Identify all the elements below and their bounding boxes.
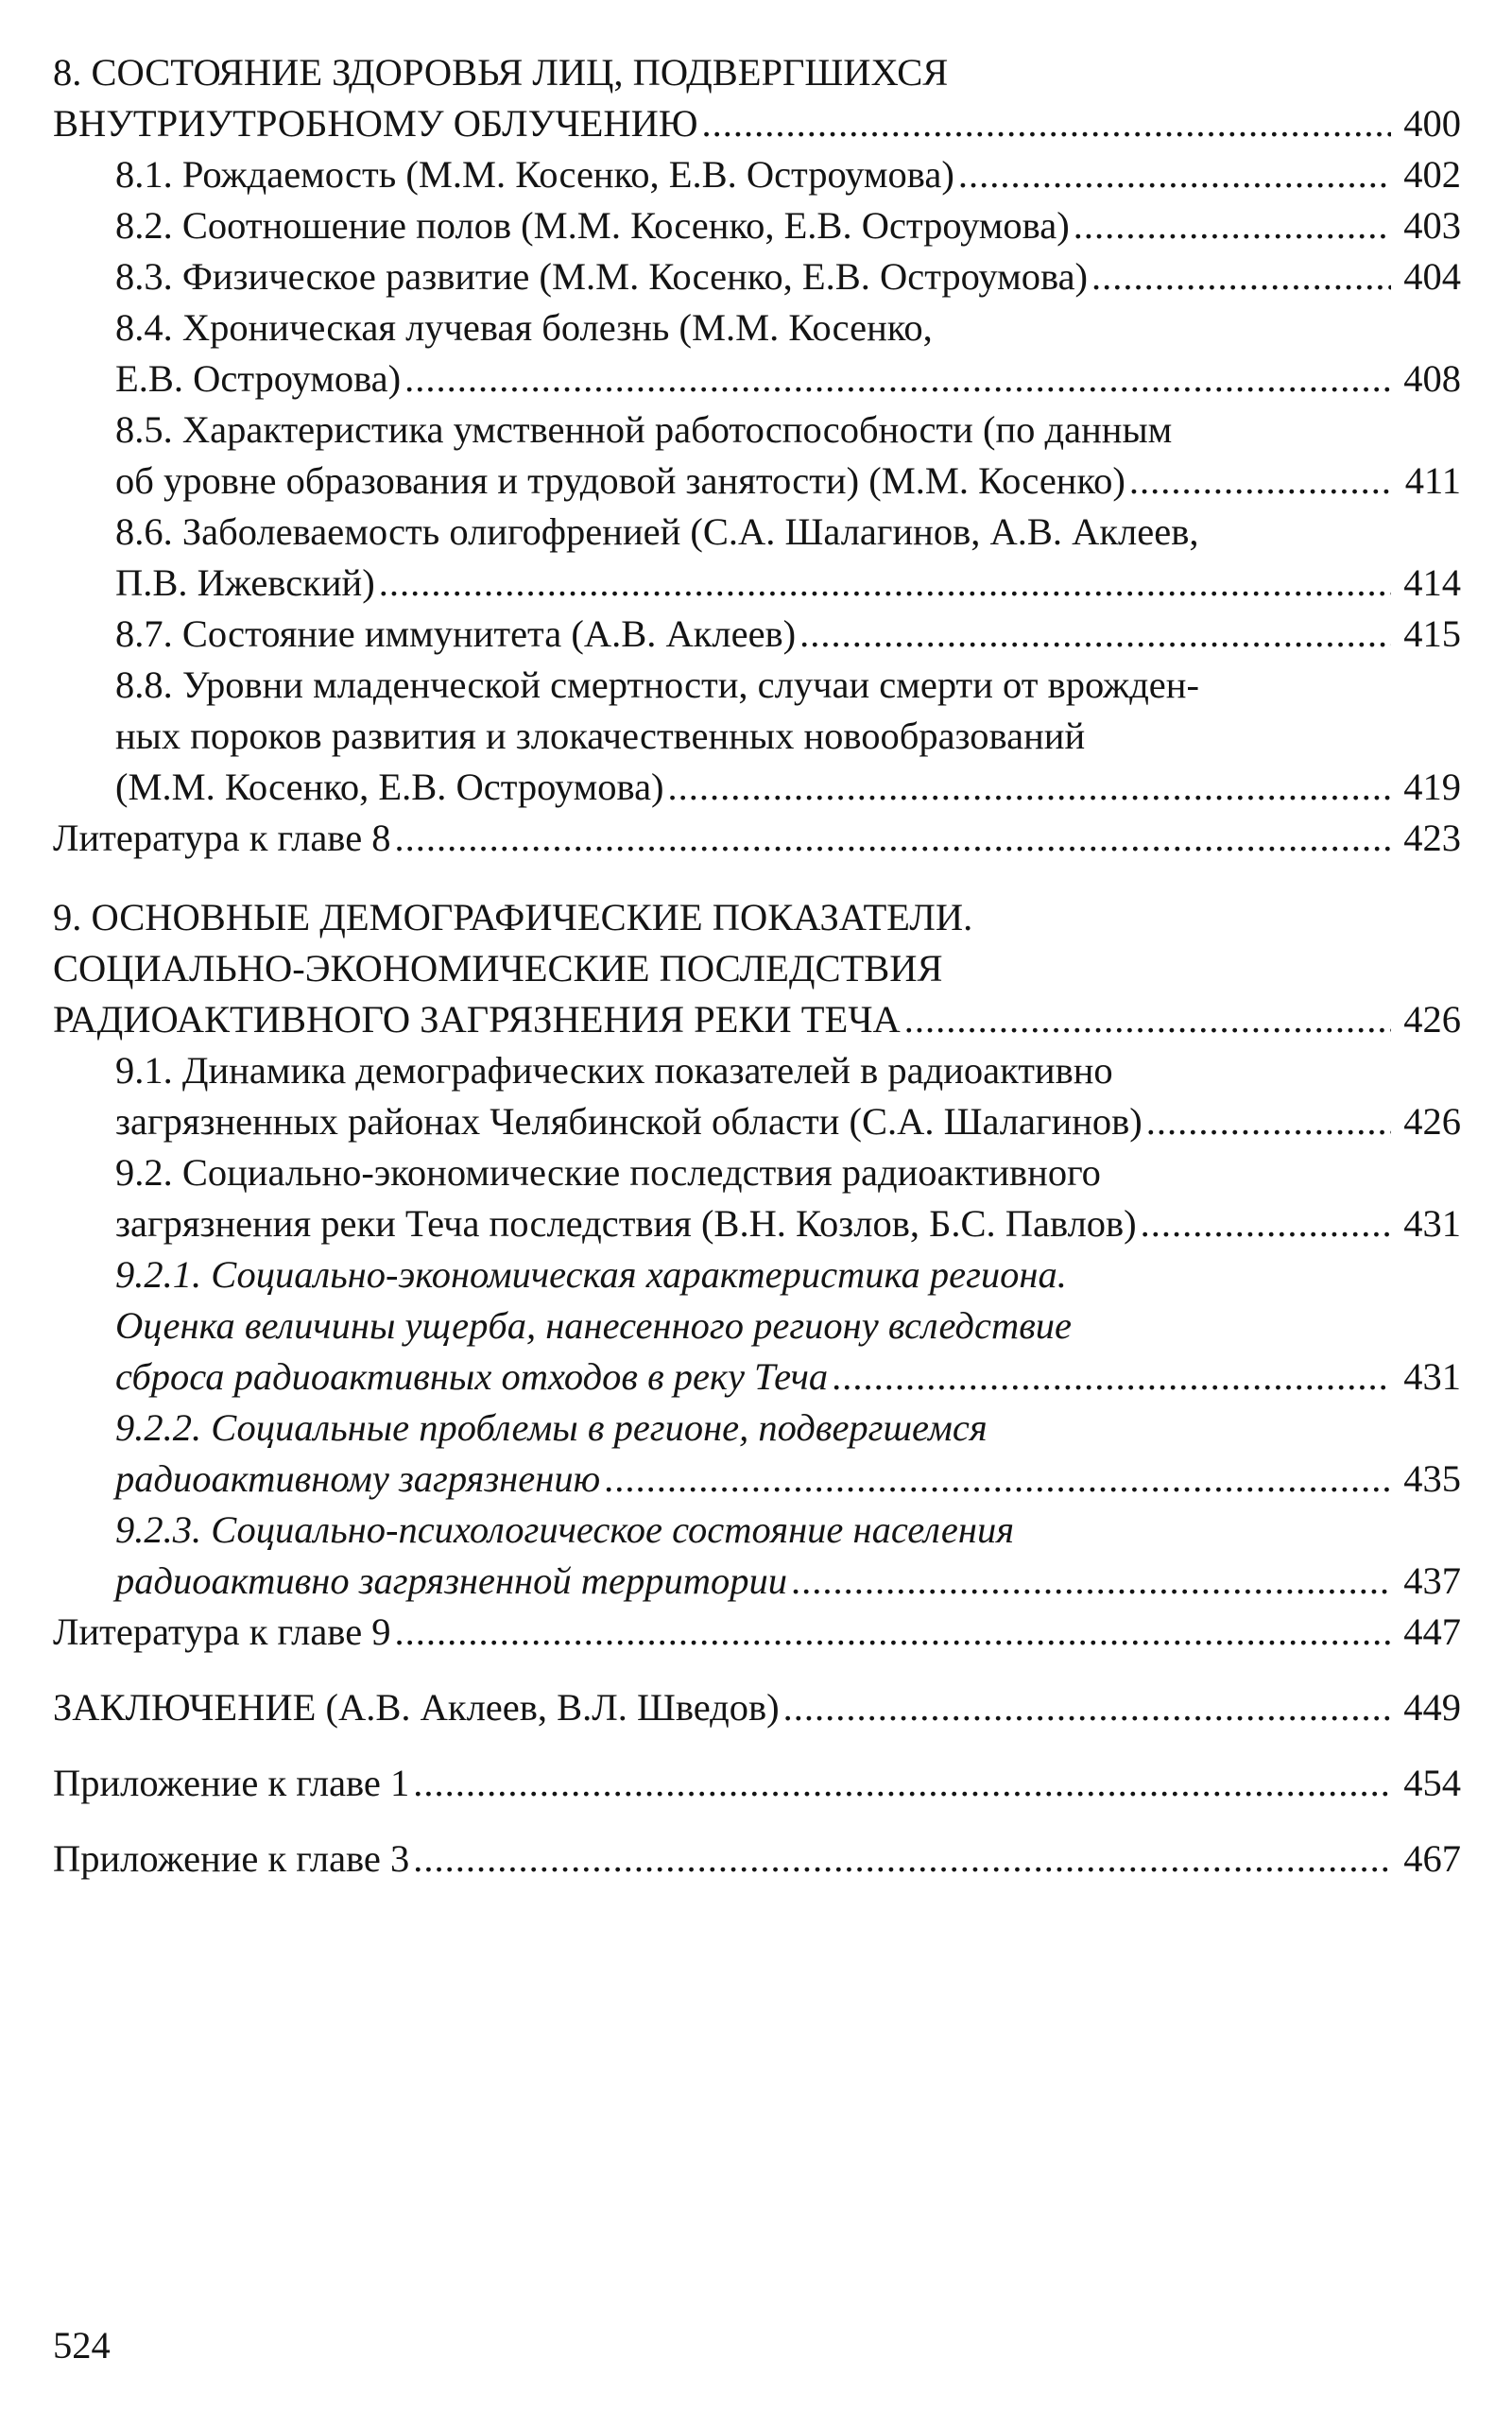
page-ref: 423 — [1403, 817, 1461, 859]
page-ref: 403 — [1403, 204, 1461, 247]
toc-8-3 — [53, 251, 1461, 302]
toc-8-5-line2 — [53, 456, 1461, 507]
page-ref: 415 — [1403, 612, 1461, 655]
toc-entry-text: 8.8. Уровни младенческой смертности, случаи смерти от врожден- — [115, 663, 1199, 706]
leader-dots — [1129, 456, 1391, 507]
toc-entry-text: 8.2. Соотношение полов (М.М. Косенко, Е.В. Остроумова) — [115, 204, 1070, 247]
toc-entry-text: радиоактивно загрязненной территории — [115, 1559, 787, 1602]
toc-8-8-line1 — [53, 660, 1461, 711]
leader-dots — [413, 1833, 1391, 1885]
toc-entry-text: 8. СОСТОЯНИЕ ЗДОРОВЬЯ ЛИЦ, ПОДВЕРГШИХСЯ — [53, 51, 949, 94]
toc-8-8-line3 — [53, 762, 1461, 813]
page-ref: 449 — [1403, 1686, 1461, 1729]
toc-entry-text: загрязненных районах Челябинской области (С.А. Шалагинов) — [115, 1100, 1143, 1143]
toc-ch9-title-line2 — [53, 943, 1461, 994]
leader-dots — [791, 1556, 1391, 1607]
toc-8-5-line1 — [53, 405, 1461, 456]
toc-entry-text: 9.2.2. Социальные проблемы в регионе, подвергшемся — [115, 1406, 988, 1449]
leader-dots — [395, 1607, 1391, 1658]
page-ref: 419 — [1403, 766, 1461, 808]
toc-entry-text: ЗАКЛЮЧЕНИЕ (А.В. Аклеев, В.Л. Шведов) — [53, 1686, 780, 1729]
toc-entry-text: 8.1. Рождаемость (М.М. Косенко, Е.В. Остроумова) — [115, 153, 954, 196]
toc-entry-text: 9.2.3. Социально-психологическое состояние населения — [115, 1508, 1015, 1551]
toc-8-7 — [53, 609, 1461, 660]
toc-entry-text: загрязнения реки Теча последствия (В.Н. Козлов, Б.С. Павлов) — [115, 1202, 1137, 1245]
leader-dots — [379, 558, 1391, 609]
toc-entry-text: Литература к главе 8 — [53, 817, 391, 859]
leader-dots — [668, 762, 1391, 813]
toc-8-4-line2 — [53, 353, 1461, 405]
toc-9-1-line2 — [53, 1096, 1461, 1147]
toc-ch8-title-line2 — [53, 98, 1461, 149]
spacer — [53, 1733, 1461, 1758]
toc-ch8-title-line1 — [53, 47, 1461, 98]
toc-8-6-line1 — [53, 507, 1461, 558]
leader-dots — [413, 1758, 1391, 1809]
leader-dots — [904, 994, 1391, 1045]
toc-9-2-2-line2 — [53, 1454, 1461, 1505]
table-of-contents — [53, 47, 1461, 1885]
toc-entry-text: 8.7. Состояние иммунитета (А.В. Аклеев) — [115, 612, 797, 655]
toc-entry-text: об уровне образования и трудовой занятости) (М.М. Косенко) — [115, 459, 1125, 502]
toc-ch9-title-line1 — [53, 892, 1461, 943]
toc-9-2-1-line2 — [53, 1300, 1461, 1351]
toc-conclusion — [53, 1682, 1461, 1733]
leader-dots — [783, 1682, 1391, 1733]
page-ref: 426 — [1403, 998, 1461, 1041]
toc-ch9-title-line3 — [53, 994, 1461, 1045]
toc-9-2-1-line3 — [53, 1351, 1461, 1403]
toc-9-1-line1 — [53, 1045, 1461, 1096]
toc-ch8-literature — [53, 813, 1461, 864]
toc-entry-text: 9. ОСНОВНЫЕ ДЕМОГРАФИЧЕСКИЕ ПОКАЗАТЕЛИ. — [53, 896, 973, 938]
page-ref: 447 — [1403, 1610, 1461, 1653]
toc-entry-text: 9.2.1. Социально-экономическая характеристика региона. — [115, 1253, 1067, 1296]
leader-dots — [604, 1454, 1391, 1505]
toc-entry-text: Е.В. Остроумова) — [115, 357, 402, 400]
spacer — [53, 1809, 1461, 1833]
toc-9-2-1-line1 — [53, 1249, 1461, 1300]
toc-8-4-line1 — [53, 302, 1461, 353]
page-ref: 454 — [1403, 1762, 1461, 1804]
page-ref: 431 — [1403, 1202, 1461, 1245]
leader-dots — [1091, 251, 1391, 302]
spacer — [53, 1658, 1461, 1682]
toc-9-2-3-line2 — [53, 1556, 1461, 1607]
toc-appendix-ch1 — [53, 1758, 1461, 1809]
toc-entry-text: Приложение к главе 3 — [53, 1837, 410, 1880]
toc-8-2 — [53, 200, 1461, 251]
toc-ch9-literature — [53, 1607, 1461, 1658]
leader-dots — [404, 353, 1391, 405]
toc-entry-text: ных пороков развития и злокачественных новообразований — [115, 714, 1086, 757]
toc-entry-text: 9.1. Динамика демографических показателей в радиоактивно — [115, 1049, 1113, 1092]
toc-8-1 — [53, 149, 1461, 200]
page-ref: 414 — [1403, 561, 1461, 604]
toc-entry-text: Литература к главе 9 — [53, 1610, 391, 1653]
toc-entry-text: СОЦИАЛЬНО-ЭКОНОМИЧЕСКИЕ ПОСЛЕДСТВИЯ — [53, 947, 943, 990]
toc-entry-text: 9.2. Социально-экономические последствия радиоактивного — [115, 1151, 1101, 1194]
toc-entry-text: РАДИОАКТИВНОГО ЗАГРЯЗНЕНИЯ РЕКИ ТЕЧА — [53, 998, 901, 1041]
page-ref: 431 — [1403, 1355, 1461, 1398]
toc-appendix-ch3 — [53, 1833, 1461, 1885]
page-ref: 435 — [1403, 1457, 1461, 1500]
toc-entry-text: 8.4. Хроническая лучевая болезнь (М.М. Косенко, — [115, 306, 933, 349]
toc-9-2-3-line1 — [53, 1505, 1461, 1556]
page-ref: 426 — [1403, 1100, 1461, 1143]
toc-8-6-line2 — [53, 558, 1461, 609]
leader-dots — [702, 98, 1391, 149]
page-ref: 408 — [1403, 357, 1461, 400]
toc-8-8-line2 — [53, 711, 1461, 762]
leader-dots — [1141, 1198, 1391, 1249]
page-ref: 411 — [1404, 459, 1461, 502]
toc-entry-text: 8.5. Характеристика умственной работоспособности (по данным — [115, 408, 1173, 451]
toc-entry-text: П.В. Ижевский) — [115, 561, 375, 604]
leader-dots — [832, 1351, 1391, 1403]
toc-entry-text: радиоактивному загрязнению — [115, 1457, 601, 1500]
spacer — [53, 864, 1461, 892]
toc-9-2-2-line1 — [53, 1403, 1461, 1454]
page-ref: 467 — [1403, 1837, 1461, 1880]
toc-entry-text: 8.3. Физическое развитие (М.М. Косенко, Е.В. Остроумова) — [115, 255, 1089, 298]
toc-entry-text: сброса радиоактивных отходов в реку Теча — [115, 1355, 829, 1398]
page-ref: 402 — [1403, 153, 1461, 196]
leader-dots — [1074, 200, 1391, 251]
page-ref: 404 — [1403, 255, 1461, 298]
toc-entry-text: Оценка величины ущерба, нанесенного региону вследствие — [115, 1304, 1073, 1347]
page-ref: 400 — [1403, 102, 1461, 145]
toc-entry-text: (М.М. Косенко, Е.В. Остроумова) — [115, 766, 664, 808]
toc-9-2-line2 — [53, 1198, 1461, 1249]
toc-entry-text: 8.6. Заболеваемость олигофренией (С.А. Шалагинов, А.В. Аклеев, — [115, 510, 1199, 553]
page-ref: 437 — [1403, 1559, 1461, 1602]
toc-9-2-line1 — [53, 1147, 1461, 1198]
leader-dots — [395, 813, 1391, 864]
toc-entry-text: ВНУТРИУТРОБНОМУ ОБЛУЧЕНИЮ — [53, 102, 698, 145]
leader-dots — [1146, 1096, 1391, 1147]
leader-dots — [799, 609, 1391, 660]
leader-dots — [958, 149, 1391, 200]
page-number: 524 — [53, 2324, 111, 2367]
toc-entry-text: Приложение к главе 1 — [53, 1762, 410, 1804]
